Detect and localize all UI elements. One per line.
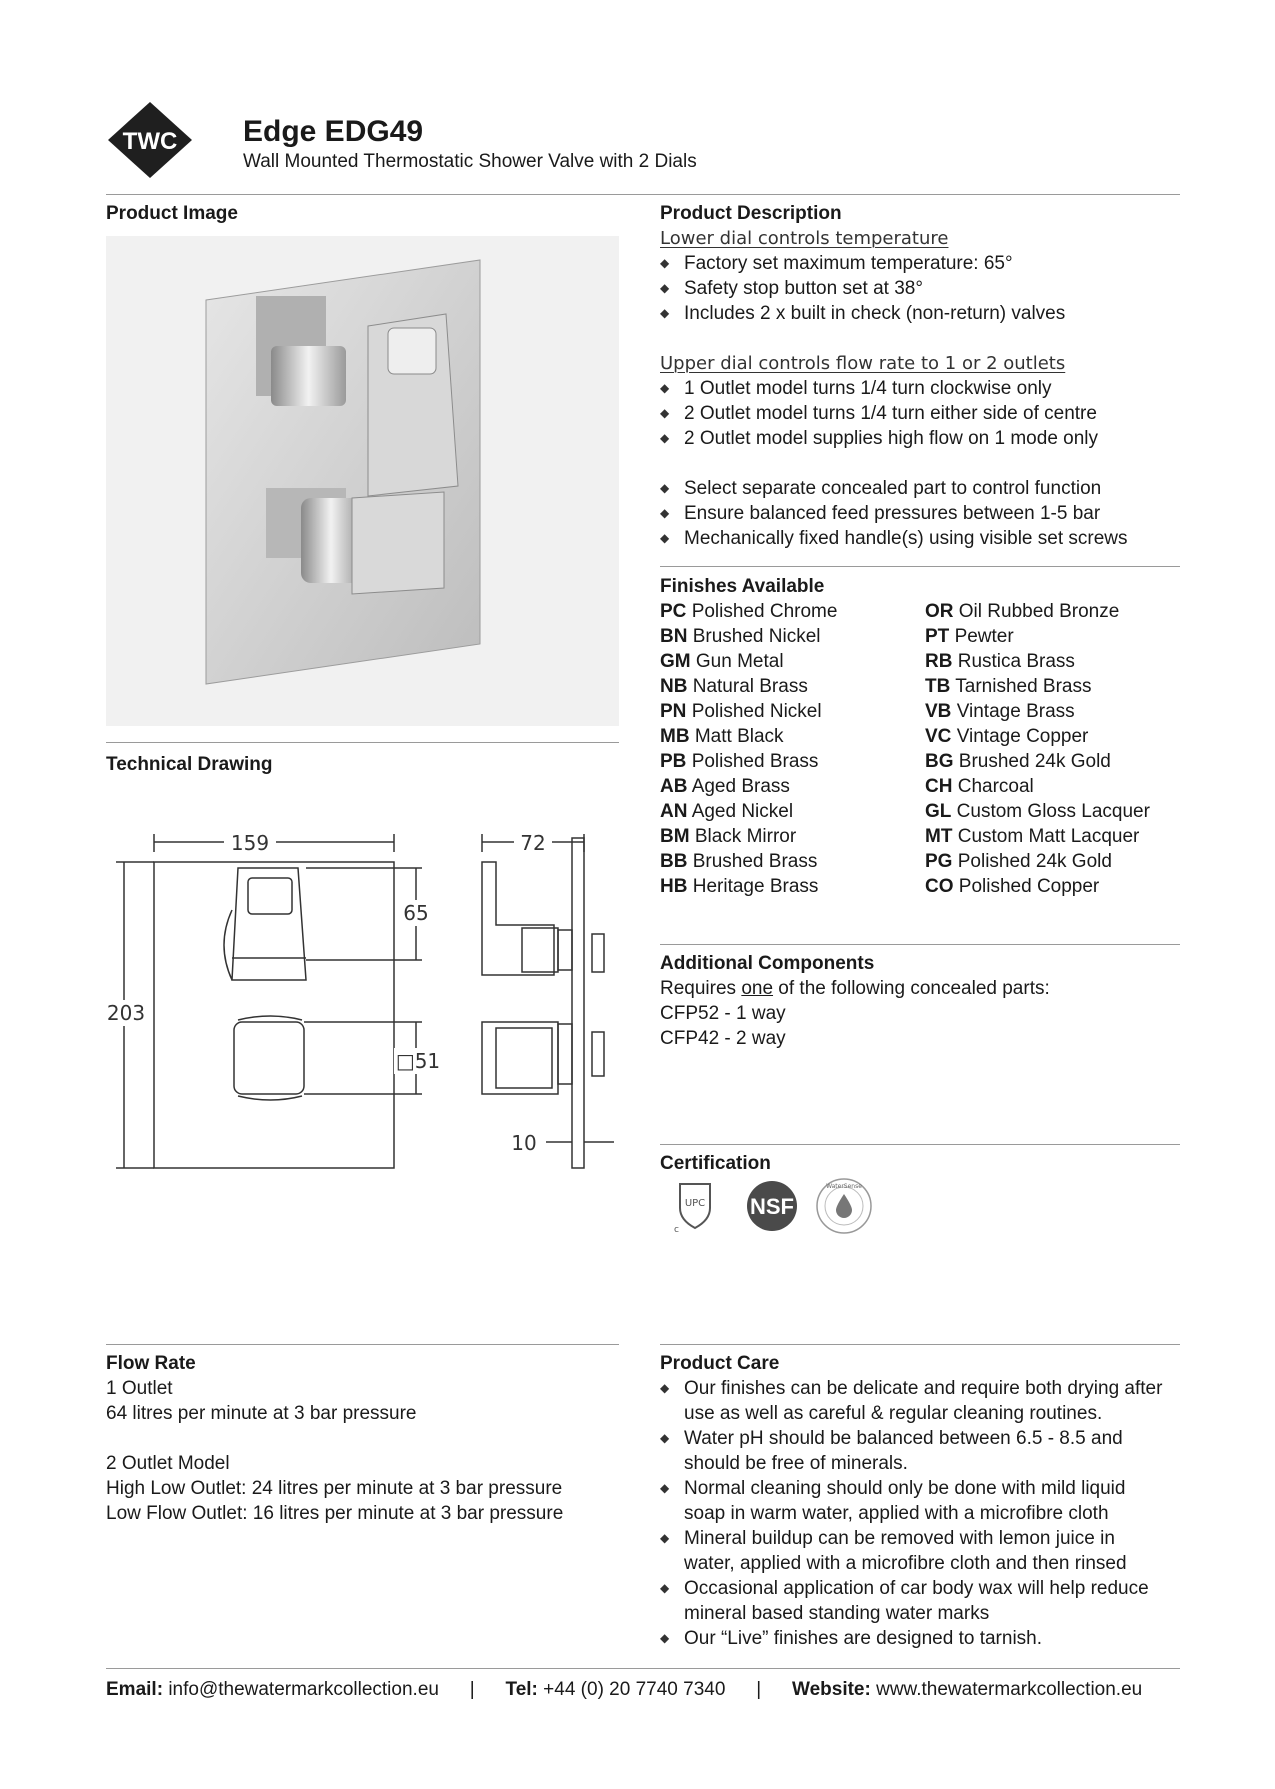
finishes-left-column — [660, 599, 837, 899]
list-item: ◆ Safety stop button set at 38° — [660, 276, 1180, 301]
logo-text: TWC — [122, 128, 178, 155]
product-photo — [106, 236, 619, 726]
flow-list — [660, 376, 1180, 451]
list-item: ◆ Select separate concealed part to control function — [660, 476, 1180, 501]
finish-item: TB Tarnished Brass — [925, 676, 1092, 697]
flow-rate — [106, 1351, 626, 1526]
list-item: ◆ Our finishes can be delicate and require both drying after use as well as careful & regular cleaning routines. — [660, 1376, 1170, 1426]
dim-height: 203 — [106, 1001, 146, 1025]
concealed-part: CFP42 - 2 way — [660, 1028, 786, 1049]
finish-item: CH Charcoal — [925, 776, 1034, 797]
list-item: ◆ 2 Outlet model turns 1/4 turn either side of centre — [660, 401, 1180, 426]
footer-separator: | — [469, 1679, 475, 1700]
list-item: ◆ Ensure balanced feed pressures between 1-5 bar — [660, 501, 1180, 526]
list-item: ◆ Our “Live” finishes are designed to tarnish. — [660, 1626, 1170, 1651]
tel-label: Tel: — [505, 1679, 538, 1700]
temperature-list — [660, 251, 1180, 326]
website-link[interactable]: www.thewatermarkcollection.eu — [876, 1679, 1143, 1700]
finish-item: PN Polished Nickel — [660, 701, 822, 722]
list-item: ◆ 2 Outlet model supplies high flow on 1 mode only — [660, 426, 1180, 451]
nsf-badge-icon — [747, 1181, 797, 1231]
finish-item: BG Brushed 24k Gold — [925, 751, 1111, 772]
svg-text:UPC: UPC — [684, 1198, 706, 1209]
description-heading: Product Description — [660, 203, 842, 224]
product-care-divider — [660, 1344, 1180, 1345]
svg-text:WaterSense: WaterSense — [826, 1183, 862, 1190]
image-divider — [106, 742, 619, 743]
flow-rate-line: Low Flow Outlet: 16 litres per minute at 3 bar pressure — [106, 1503, 564, 1524]
list-item: ◆ Mechanically fixed handle(s) using visible set screws — [660, 526, 1180, 551]
additional-divider — [660, 944, 1180, 945]
finish-item: PC Polished Chrome — [660, 601, 838, 622]
finish-item: NB Natural Brass — [660, 676, 808, 697]
list-item: ◆ Water pH should be balanced between 6.5 - 8.5 and should be free of minerals. — [660, 1426, 1170, 1476]
side-view-plate — [572, 838, 584, 1168]
finish-item: GM Gun Metal — [660, 651, 784, 672]
finish-item: AB Aged Brass — [660, 776, 790, 797]
list-item: ◆ Mineral buildup can be removed with lemon juice in water, applied with a microfibre cloth and then rinsed — [660, 1526, 1170, 1576]
finish-item: PT Pewter — [925, 626, 1014, 647]
requires-text: Requires one of the following concealed parts: — [660, 978, 1050, 999]
company-logo — [106, 100, 194, 180]
page-title: Edge EDG49 — [243, 115, 424, 148]
tel-link[interactable]: +44 (0) 20 7740 7340 — [543, 1679, 726, 1700]
list-item: ◆ Normal cleaning should only be done with mild liquid soap in warm water, applied with a microfibre cloth — [660, 1476, 1170, 1526]
finish-item: AN Aged Nickel — [660, 801, 794, 822]
finish-item: BN Brushed Nickel — [660, 626, 821, 647]
flow-rate-heading: Flow Rate — [106, 1353, 196, 1374]
finish-item: GL Custom Gloss Lacquer — [925, 801, 1150, 822]
list-item: ◆ Occasional application of car body wax will help reduce mineral based standing water marks — [660, 1576, 1170, 1626]
dim-plate: 10 — [511, 1131, 537, 1155]
finish-item: VB Vintage Brass — [925, 701, 1075, 722]
list-item: ◆ Includes 2 x built in check (non-return) valves — [660, 301, 1180, 326]
email-label: Email: — [106, 1679, 164, 1700]
page-subtitle: Wall Mounted Thermostatic Shower Valve with 2 Dials — [243, 151, 697, 172]
finish-item: PB Polished Brass — [660, 751, 819, 772]
description-sub-flow: Upper dial controls flow rate to 1 or 2 outlets — [660, 353, 1066, 374]
product-description — [660, 201, 1180, 551]
certification-badges — [664, 1176, 884, 1236]
finish-item: HB Heritage Brass — [660, 876, 819, 897]
product-care — [660, 1351, 1180, 1651]
flow-rate-line: 64 litres per minute at 3 bar pressure — [106, 1403, 417, 1424]
flow-rate-divider — [106, 1344, 619, 1345]
flow-rate-line: 1 Outlet — [106, 1378, 173, 1399]
concealed-part: CFP52 - 1 way — [660, 1003, 786, 1024]
dim-dial-offset: 65 — [403, 901, 429, 925]
front-view-plate — [154, 862, 394, 1168]
finish-item: MT Custom Matt Lacquer — [925, 826, 1140, 847]
finishes-right-column — [925, 599, 1150, 899]
finish-item: VC Vintage Copper — [925, 726, 1089, 747]
dim-depth: 72 — [520, 831, 546, 855]
finishes-heading: Finishes Available — [660, 576, 825, 597]
technical-drawing — [106, 800, 619, 1180]
upc-badge-icon — [674, 1184, 710, 1235]
care-list — [660, 1376, 1170, 1651]
description-sub-temperature: Lower dial controls temperature — [660, 228, 949, 249]
flow-rate-spacer — [106, 1426, 626, 1451]
lower-dial — [234, 1022, 304, 1094]
finish-item: OR Oil Rubbed Bronze — [925, 601, 1120, 622]
general-list — [660, 476, 1180, 551]
email-link[interactable]: info@thewatermarkcollection.eu — [168, 1679, 439, 1700]
upper-dial — [232, 868, 306, 980]
watersense-badge-icon — [817, 1179, 871, 1233]
dim-dial-size: □51 — [395, 1049, 441, 1073]
product-care-heading: Product Care — [660, 1353, 780, 1374]
flow-rate-line: 2 Outlet Model — [106, 1453, 230, 1474]
list-item: ◆ 1 Outlet model turns 1/4 turn clockwise only — [660, 376, 1180, 401]
svg-text:c: c — [674, 1225, 679, 1235]
technical-drawing-heading: Technical Drawing — [106, 754, 273, 775]
finishes-divider — [660, 566, 1180, 567]
product-image-heading: Product Image — [106, 203, 238, 224]
certification-heading: Certification — [660, 1153, 771, 1174]
website-label: Website: — [791, 1679, 871, 1700]
header-divider — [106, 194, 1180, 195]
footer-separator: | — [756, 1679, 762, 1700]
svg-text:NSF: NSF — [750, 1194, 794, 1219]
footer-divider — [106, 1668, 1180, 1669]
finish-item: BB Brushed Brass — [660, 851, 818, 872]
finish-item: RB Rustica Brass — [925, 651, 1075, 672]
additional-components — [660, 951, 1050, 1051]
additional-heading: Additional Components — [660, 953, 875, 974]
finish-item: PG Polished 24k Gold — [925, 851, 1112, 872]
footer — [106, 1677, 1142, 1702]
flow-rate-line: High Low Outlet: 24 litres per minute at 3 bar pressure — [106, 1478, 563, 1499]
list-item: ◆ Factory set maximum temperature: 65° — [660, 251, 1180, 276]
finish-item: CO Polished Copper — [925, 876, 1100, 897]
finish-item: BM Black Mirror — [660, 826, 797, 847]
certification-divider — [660, 1144, 1180, 1145]
finish-item: MB Matt Black — [660, 726, 784, 747]
dim-width: 159 — [230, 831, 270, 855]
